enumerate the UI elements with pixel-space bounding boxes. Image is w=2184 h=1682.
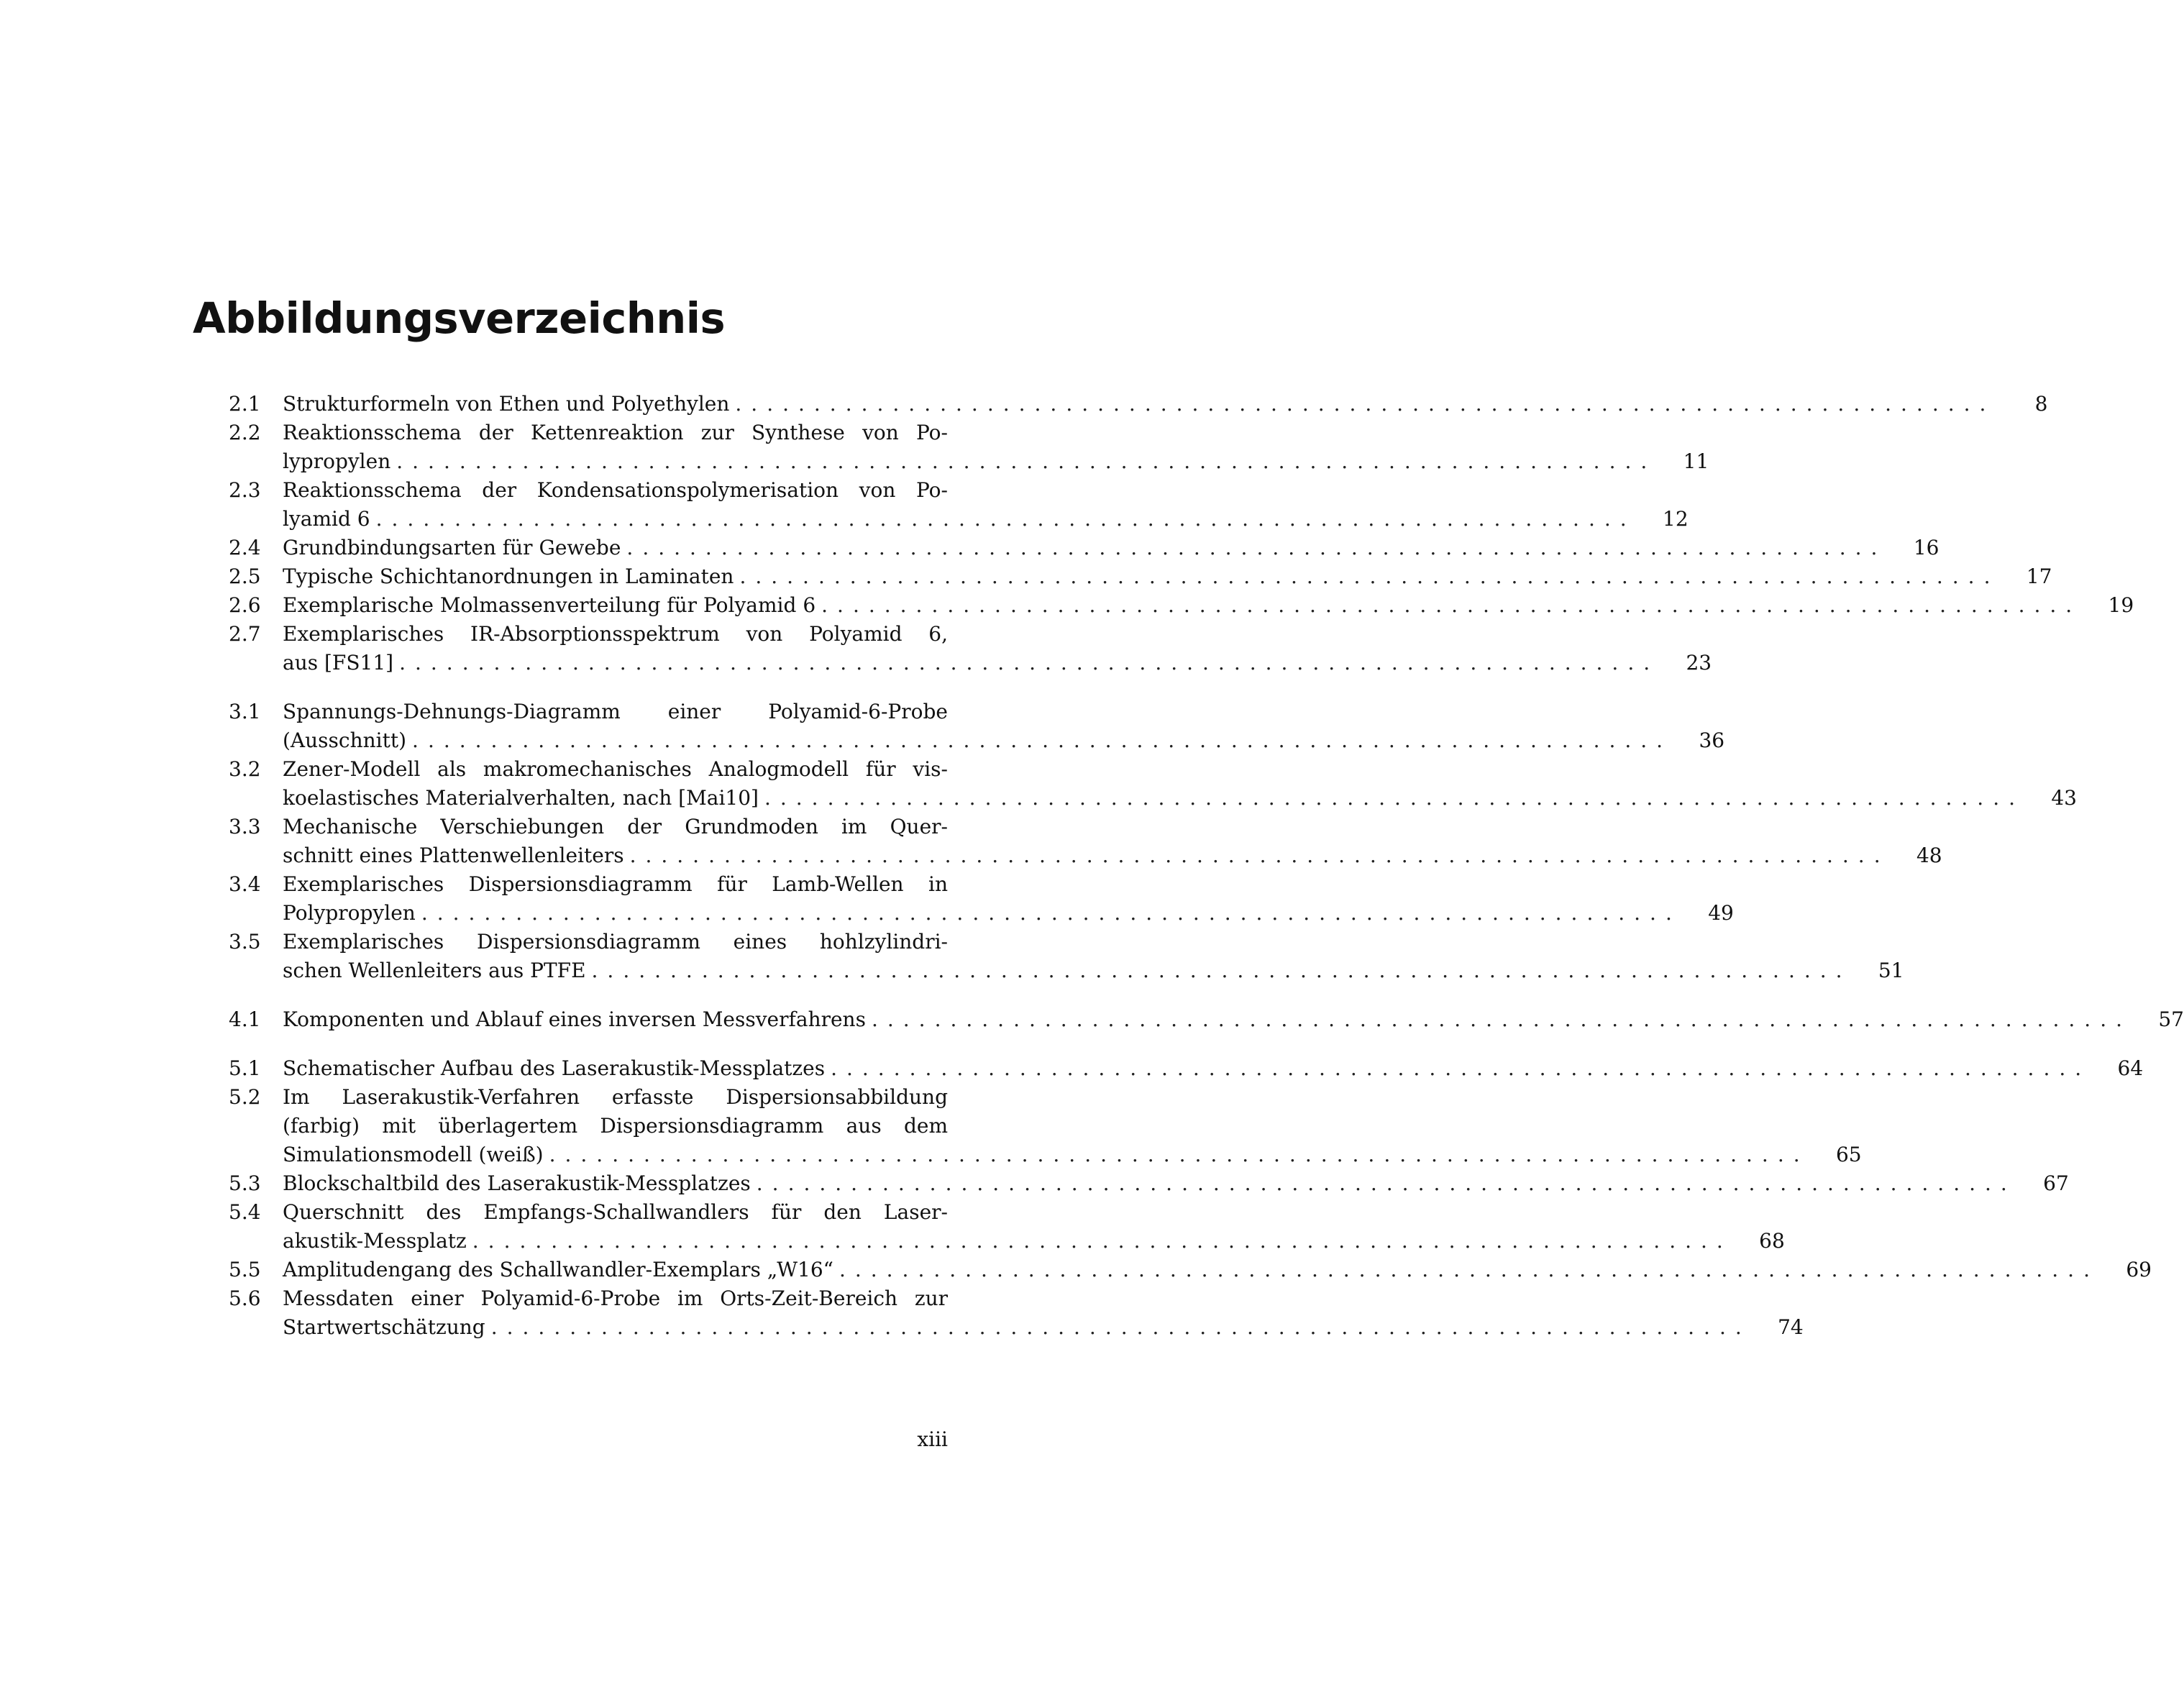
leader-dots: ................................................................................ <box>831 1056 2091 1080</box>
figure-caption <box>283 1054 2144 1083</box>
leader-dots: ................................................................................ <box>629 844 1890 867</box>
caption-last-line <box>283 1141 1862 1169</box>
caption-line: akustik-Messplatz <box>283 1229 467 1253</box>
caption-line: Exemplarische Molmassenverteilung für Polyamid 6 <box>283 593 816 617</box>
caption-last-line <box>283 649 1712 677</box>
toc-group <box>229 1005 2184 1034</box>
caption-line: Komponenten und Ablauf eines inversen Messverfahrens <box>283 1007 866 1031</box>
leader-dots: ................................................................................ <box>412 728 1673 752</box>
toc-entry[interactable] <box>229 534 1939 562</box>
page-reference[interactable]: 12 <box>1663 507 1689 531</box>
caption-last-line <box>283 505 1689 534</box>
caption-last-line <box>283 956 1904 985</box>
toc-entry[interactable] <box>229 1054 2144 1083</box>
caption-line: Exemplarisches Dispersionsdiagramm für Lamb-Wellen in <box>283 872 948 896</box>
toc-entry[interactable] <box>229 928 1904 985</box>
toc-entry[interactable] <box>229 1256 2152 1284</box>
page-reference[interactable]: 64 <box>2117 1056 2144 1080</box>
toc-entry[interactable] <box>229 813 1942 870</box>
leader-dots: ................................................................................ <box>591 959 1852 982</box>
page-reference[interactable]: 68 <box>1759 1229 1785 1253</box>
figure-number: 2.5 <box>229 565 261 588</box>
caption-line: Schematischer Aufbau des Laserakustik-Messplatzes <box>283 1056 826 1080</box>
caption-line: Spannungs-Dehnungs-Diagramm einer Polyamid-6-Probe <box>283 700 948 723</box>
page-reference[interactable]: 17 <box>2026 565 2052 588</box>
caption-line: Grundbindungsarten für Gewebe <box>283 536 621 559</box>
figure-number: 2.6 <box>229 593 261 617</box>
leader-dots: ................................................................................ <box>764 786 2024 810</box>
toc-entry[interactable] <box>229 1198 1785 1256</box>
figure-caption <box>283 1169 2069 1198</box>
toc-entry[interactable] <box>229 390 2048 419</box>
caption-last-line <box>283 726 1725 755</box>
caption-line: Reaktionsschema der Kondensationspolymerisation von Po- <box>283 478 948 502</box>
figure-caption <box>283 620 1712 677</box>
figure-caption <box>283 562 2052 591</box>
figure-caption <box>283 534 1939 562</box>
caption-line: Reaktionsschema der Kettenreaktion zur Synthese von Po- <box>283 421 948 444</box>
leader-dots: ................................................................................ <box>626 536 1887 559</box>
leader-dots: ................................................................................ <box>399 651 1660 675</box>
figure-caption <box>283 591 2134 620</box>
toc-entry[interactable] <box>229 476 1689 534</box>
figure-number: 5.6 <box>229 1286 261 1310</box>
figure-number: 5.5 <box>229 1258 261 1281</box>
figure-number: 3.1 <box>229 700 261 723</box>
figure-caption <box>283 1083 1862 1169</box>
toc-entry[interactable] <box>229 591 2134 620</box>
figure-number: 3.4 <box>229 872 261 896</box>
leader-dots: ................................................................................ <box>375 507 1636 531</box>
figure-number: 2.2 <box>229 421 261 444</box>
leader-dots: ................................................................................ <box>735 392 1996 416</box>
page-reference[interactable]: 69 <box>2126 1258 2152 1281</box>
figure-caption <box>283 390 2048 419</box>
caption-last-line <box>283 1054 2144 1083</box>
caption-last-line <box>283 841 1942 870</box>
figure-caption <box>283 698 1725 755</box>
page-reference[interactable]: 57 <box>2158 1007 2184 1031</box>
figure-caption <box>283 476 1689 534</box>
caption-line: Querschnitt des Empfangs-Schallwandlers für den Laser- <box>283 1200 948 1224</box>
figure-number: 5.2 <box>229 1085 261 1109</box>
caption-line: Exemplarisches Dispersionsdiagramm eines hohlzylindri- <box>283 930 948 954</box>
toc-entry[interactable] <box>229 419 1709 476</box>
caption-last-line <box>283 447 1709 476</box>
figure-number: 5.1 <box>229 1056 261 1080</box>
figure-number: 2.7 <box>229 622 261 646</box>
toc-group <box>229 1054 2152 1342</box>
page-reference[interactable]: 23 <box>1686 651 1712 675</box>
figure-caption <box>283 1198 1785 1256</box>
leader-dots: ................................................................................ <box>396 449 1657 473</box>
caption-last-line <box>283 1256 2152 1284</box>
figure-number: 3.5 <box>229 930 261 954</box>
page-title: Abbildungsverzeichnis <box>193 293 726 343</box>
caption-line: Typische Schichtanordnungen in Laminaten <box>283 565 734 588</box>
page-reference[interactable]: 43 <box>2051 786 2077 810</box>
caption-line: Exemplarisches IR-Absorptionsspektrum von Polyamid 6, <box>283 622 948 646</box>
page-reference[interactable]: 49 <box>1708 901 1734 925</box>
figure-caption <box>283 1284 1804 1342</box>
caption-line: Amplitudengang des Schallwandler-Exemplars „W16“ <box>283 1258 833 1281</box>
page-reference[interactable]: 8 <box>2034 392 2048 416</box>
toc-entry[interactable] <box>229 1284 1804 1342</box>
list-of-figures <box>229 390 2184 1342</box>
caption-last-line <box>283 591 2134 620</box>
figure-number: 3.2 <box>229 757 261 781</box>
caption-line: aus [FS11] <box>283 651 394 675</box>
figure-number: 3.3 <box>229 815 261 838</box>
figure-number: 2.4 <box>229 536 261 559</box>
figure-number: 5.4 <box>229 1200 261 1224</box>
caption-line: (farbig) mit überlagertem Dispersionsdiagramm aus dem <box>283 1114 948 1138</box>
leader-dots: ................................................................................ <box>871 1007 2132 1031</box>
leader-dots: ................................................................................ <box>839 1258 2099 1281</box>
caption-last-line <box>283 390 2048 419</box>
toc-entry[interactable] <box>229 1169 2069 1198</box>
leader-dots: ................................................................................ <box>821 593 2082 617</box>
caption-line: Zener-Modell als makromechanisches Analogmodell für vis- <box>283 757 948 781</box>
figure-caption <box>283 928 1904 985</box>
page-number: xiii <box>917 1427 948 1451</box>
figure-caption <box>283 755 2077 813</box>
leader-dots: ................................................................................ <box>549 1143 1809 1166</box>
toc-group <box>229 390 2134 677</box>
figure-caption <box>283 1005 2184 1034</box>
caption-line: Blockschaltbild des Laserakustik-Messplatzes <box>283 1171 751 1195</box>
figure-caption <box>283 1256 2152 1284</box>
page-reference[interactable]: 74 <box>1778 1315 1804 1339</box>
page-reference[interactable]: 19 <box>2108 593 2134 617</box>
caption-line: lypropylen <box>283 449 391 473</box>
page-reference[interactable]: 36 <box>1699 728 1725 752</box>
figure-number: 4.1 <box>229 1007 261 1031</box>
caption-line: schen Wellenleiters aus PTFE <box>283 959 586 982</box>
caption-line: (Ausschnitt) <box>283 728 407 752</box>
toc-entry[interactable] <box>229 870 1734 928</box>
figure-caption <box>283 870 1734 928</box>
caption-last-line <box>283 534 1939 562</box>
caption-line: koelastisches Materialverhalten, nach [Mai10] <box>283 786 759 810</box>
figure-number: 2.3 <box>229 478 261 502</box>
leader-dots: ................................................................................ <box>421 901 1681 925</box>
page-reference[interactable]: 65 <box>1835 1143 1862 1166</box>
toc-group <box>229 698 2077 985</box>
leader-dots: ................................................................................ <box>472 1229 1732 1253</box>
figure-number: 2.1 <box>229 392 261 416</box>
caption-last-line <box>283 562 2052 591</box>
page-reference[interactable]: 16 <box>1913 536 1939 559</box>
figure-number: 5.3 <box>229 1171 261 1195</box>
caption-line: Messdaten einer Polyamid-6-Probe im Orts-Zeit-Bereich zur <box>283 1286 948 1310</box>
caption-last-line <box>283 899 1734 928</box>
caption-line: Polypropylen <box>283 901 416 925</box>
page-reference[interactable]: 11 <box>1683 449 1709 473</box>
caption-line: schnitt eines Plattenwellenleiters <box>283 844 624 867</box>
caption-last-line <box>283 1227 1785 1256</box>
leader-dots: ................................................................................ <box>756 1171 2016 1195</box>
leader-dots: ................................................................................ <box>490 1315 1751 1339</box>
page-reference[interactable]: 51 <box>1878 959 1904 982</box>
figure-caption <box>283 813 1942 870</box>
toc-entry[interactable] <box>229 755 2077 813</box>
caption-line: Simulationsmodell (weiß) <box>283 1143 544 1166</box>
leader-dots: ................................................................................ <box>739 565 2000 588</box>
page-reference[interactable]: 48 <box>1916 844 1942 867</box>
caption-last-line <box>283 1169 2069 1198</box>
caption-line: Mechanische Verschiebungen der Grundmoden im Quer- <box>283 815 948 838</box>
caption-last-line <box>283 1313 1804 1342</box>
caption-line: lyamid 6 <box>283 507 370 531</box>
toc-entry[interactable] <box>229 620 1712 677</box>
figure-caption <box>283 419 1709 476</box>
caption-last-line <box>283 1005 2184 1034</box>
toc-entry[interactable] <box>229 1083 1862 1169</box>
toc-entry[interactable] <box>229 698 1725 755</box>
page-reference[interactable]: 67 <box>2043 1171 2069 1195</box>
caption-line: Startwertschätzung <box>283 1315 485 1339</box>
caption-line: Im Laserakustik-Verfahren erfasste Dispersionsabbildung <box>283 1085 948 1109</box>
toc-entry[interactable] <box>229 1005 2184 1034</box>
caption-line: Strukturformeln von Ethen und Polyethylen <box>283 392 730 416</box>
caption-last-line <box>283 784 2077 813</box>
toc-entry[interactable] <box>229 562 2052 591</box>
